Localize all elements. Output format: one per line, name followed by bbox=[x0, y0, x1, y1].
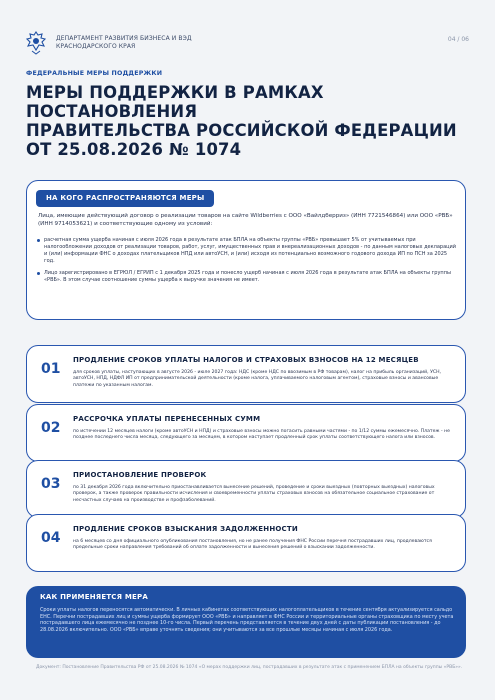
measure-title: ПРОДЛЕНИЕ СРОКОВ ВЗЫСКАНИЯ ЗАДОЛЖЕННОСТИ bbox=[73, 525, 298, 533]
measure-number: 02 bbox=[41, 420, 61, 436]
eligibility-bullet-1 bbox=[44, 237, 458, 265]
source-footnote: Документ: Постановление Правительства РФ от 25.08.2026 № 1074 «О мерах поддержки лиц, пострадавших в результате атак с применением БПЛА на объекты группы «РВБ»». bbox=[36, 665, 463, 670]
measure-text: на 6 месяцев со дня официального опубликования постановления, но не ранее получения ФНС России перечня пострадавших лиц, продлеваются предельные сроки направления требований об оплате задолженности и вынесения решений о взыскании задолженности. bbox=[73, 539, 432, 551]
org-line-1: ДЕПАРТАМЕНТ РАЗВИТИЯ БИЗНЕСА И ВЭД bbox=[56, 35, 192, 42]
eligibility-intro: Лица, имеющие действующий договор о реализации товаров на сайте Wildberries с ООО «Вайлдберриз» (ИНН 7721546864) или ООО «РВБ» (ИНН 9714053621) и соответствующие одному из условий: bbox=[38, 213, 453, 227]
how-applied-title: КАК ПРИМЕНЯЕТСЯ МЕРА bbox=[40, 593, 148, 601]
bullet-text: расчетная сумма ущерба начиная с июля 2026 года в результате атак БПЛА на объекты группы «РВБ» превышает 5% от учитываемых при налогообложении доходов от реализации товаров, работ, услуг, имущественных прав и внереализационных доходов - по данным налоговых деклараций и (или) информации ФНС о доходах плательщиков НПД или автоУСН, и (или) исходя из потенциально возможного годового дохода ИП по ПСН за 2025 год. bbox=[44, 237, 457, 264]
measure-number: 01 bbox=[41, 361, 61, 377]
measure-card-2 bbox=[26, 404, 466, 462]
title-line-3: ОТ 25.08.2026 № 1074 bbox=[26, 140, 242, 159]
measure-card-3 bbox=[26, 460, 466, 518]
measure-title: ПРОДЛЕНИЕ СРОКОВ УПЛАТЫ НАЛОГОВ И СТРАХОВЫХ ВЗНОСОВ НА 12 МЕСЯЦЕВ bbox=[73, 356, 419, 364]
page-number: 04 / 06 bbox=[447, 36, 469, 43]
bullet-text: Лицо зарегистрировано в ЕГРЮЛ / ЕГРИП с 1 декабря 2025 года и понесло ущерб начиная с июля 2026 года в результате атак БПЛА на объекты группы «РВБ». В этом случае соотношение суммы ущерба к выручке значения не имеет. bbox=[44, 270, 451, 283]
measure-card-4 bbox=[26, 514, 466, 572]
measure-text: по истечении 12 месяцев налоги (кроме автоУСН и НПД) и страховые взносы можно погасить равными частями - по 1/12 суммы ежемесячно. Платеж - не позднее последнего числа месяца, следующего за месяцем, в котором наступает продленный срок уплаты соответствующего налога или взносов. bbox=[73, 429, 450, 441]
bullet-dot bbox=[37, 239, 40, 242]
eligibility-label: НА КОГО РАСПРОСТРАНЯЮТСЯ МЕРЫ bbox=[36, 190, 214, 207]
measure-title: РАССРОЧКА УПЛАТЫ ПЕРЕНЕСЕННЫХ СУММ bbox=[73, 415, 261, 423]
measure-text: по 31 декабря 2026 года включительно приостанавливается вынесение решений, проведение и сроки выездных (повторных выездных) налоговых проверок, а также проверок правильности исчисления и своевременности уплаты страховых взносов на обязательное социальное страхование от несчастных случаев на производстве и профзаболеваний. bbox=[73, 485, 435, 503]
organization-name bbox=[56, 35, 192, 51]
title-line-2: ПРАВИТЕЛЬСТВА РОССИЙСКОЙ ФЕДЕРАЦИИ bbox=[26, 121, 457, 140]
eligibility-bullet-2 bbox=[44, 270, 458, 284]
measure-number: 04 bbox=[41, 530, 61, 546]
measure-card-1 bbox=[26, 345, 466, 403]
page-title bbox=[26, 83, 476, 159]
how-applied-panel bbox=[26, 586, 466, 658]
header bbox=[24, 30, 192, 56]
coat-of-arms-icon bbox=[24, 30, 48, 56]
measure-title: ПРИОСТАНОВЛЕНИЕ ПРОВЕРОК bbox=[73, 471, 207, 479]
measure-text: для сроков уплаты, наступающих в августе 2026 - июле 2027 года: НДС (кроме НДС по ввозимым в РФ товарам), налог на прибыль организаций, УСН, автоУСН, НПД, НДФЛ ИП от предпринимательской деятельности (кроме налога, уплачиваемого налоговым агентом), страховые взносы и авансовые платежи по указанным налогам. bbox=[73, 370, 441, 388]
section-eyebrow: ФЕДЕРАЛЬНЫЕ МЕРЫ ПОДДЕРЖКИ bbox=[26, 70, 163, 77]
title-line-1: МЕРЫ ПОДДЕРЖКИ В РАМКАХ ПОСТАНОВЛЕНИЯ bbox=[26, 83, 324, 121]
org-line-2: КРАСНОДАРСКОГО КРАЯ bbox=[56, 43, 136, 50]
measure-number: 03 bbox=[41, 476, 61, 492]
bullet-dot bbox=[37, 272, 40, 275]
how-applied-text: Сроки уплаты налогов переносятся автоматически. В личных кабинетах соответствующих налогоплательщиков в течение сентября актуализируется сальдо ЕНС. Перечни пострадавших лиц и суммы ущерба формирует ООО «РВБ» и направляет в ФНС России и территориальные органы страховщика по месту учета пострадавшего лица ежемесячно не позднее 10-го числа. Первый перечень представляется в течение двух дней с даты публикации постановления - до 28.08.2026 включительно. ООО «РВБ» вправе уточнять сведения; они учитываются за все прошлые месяцы начиная с июля 2026 года. bbox=[40, 607, 454, 633]
